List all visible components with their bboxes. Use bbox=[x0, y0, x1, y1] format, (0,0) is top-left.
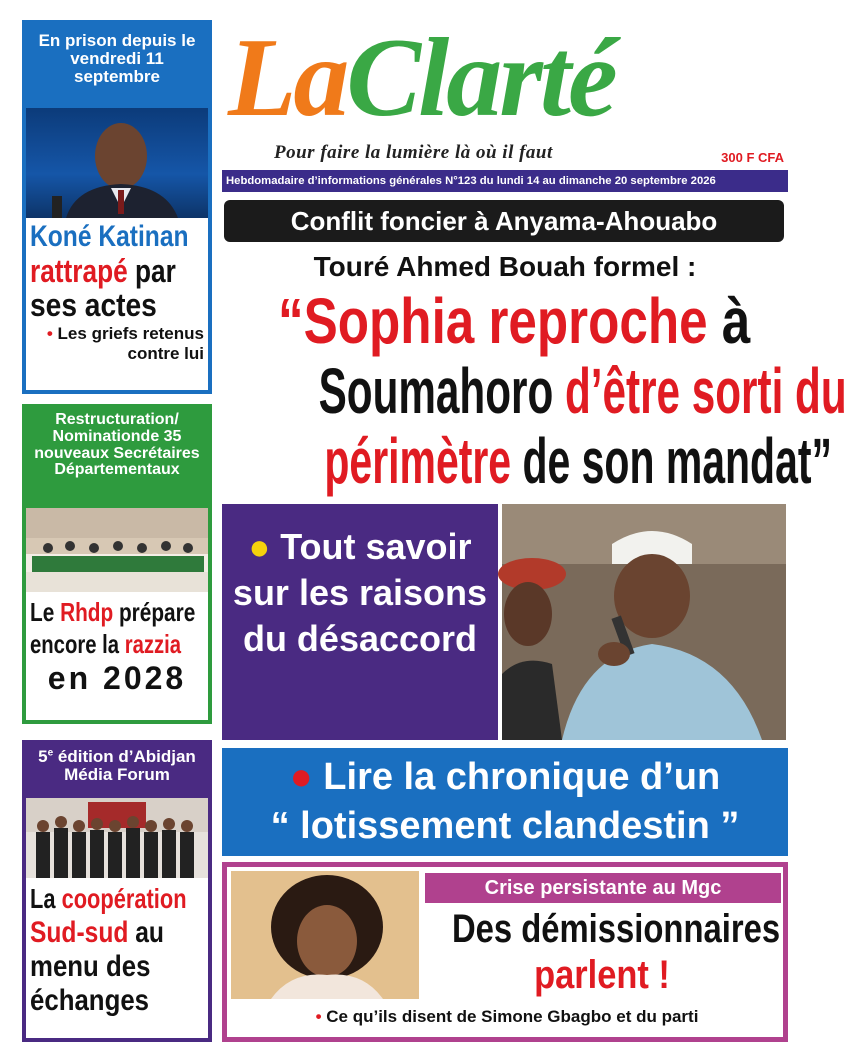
red-bullet-icon: ● bbox=[289, 756, 313, 798]
bullet-icon: • bbox=[46, 324, 53, 343]
rhdp-photo bbox=[26, 508, 208, 592]
katinan-sub bbox=[30, 324, 204, 364]
speaker-illustration bbox=[502, 504, 786, 740]
bullet-icon: • bbox=[315, 1007, 322, 1026]
katinan-headline-2b: par bbox=[127, 253, 176, 289]
rhdp-headline-3: en 2028 bbox=[47, 660, 187, 696]
logo-clarte: Clarté bbox=[346, 16, 615, 140]
mgc-box bbox=[222, 862, 788, 1042]
quote-block bbox=[220, 285, 847, 497]
forum-headline-1a: La bbox=[30, 883, 62, 914]
kicker bbox=[224, 200, 784, 242]
forum-header-sup: e bbox=[47, 747, 54, 759]
tagline: Pour faire la lumière là où il faut bbox=[274, 142, 553, 163]
forum-header-a: 5 bbox=[38, 747, 48, 766]
quote-3a: périmètre bbox=[324, 425, 512, 497]
forum-headline-1 bbox=[30, 882, 187, 916]
forum-headline-2b: au bbox=[128, 916, 164, 949]
rhdp-headline-2 bbox=[30, 628, 182, 660]
meeting-illustration bbox=[26, 508, 208, 592]
masthead bbox=[222, 14, 788, 194]
box-header bbox=[26, 408, 208, 508]
quote-line-3 bbox=[324, 425, 832, 497]
mgc-header bbox=[425, 873, 781, 903]
forum-headline-2a: Sud-sud bbox=[30, 916, 129, 949]
katinan-headline-2 bbox=[30, 253, 176, 289]
rhdp-headline-2a: encore la bbox=[30, 629, 125, 659]
rhdp-headline-1 bbox=[30, 596, 196, 628]
quote-3b: de son mandat” bbox=[511, 425, 832, 497]
katinan-photo bbox=[26, 108, 208, 218]
chronique-box bbox=[222, 748, 788, 856]
katinan-headline-3: ses actes bbox=[30, 287, 157, 323]
katinan-sub-text: Les griefs retenus contre lui bbox=[57, 324, 204, 363]
forum-headline-2 bbox=[30, 916, 173, 950]
katinan-header-text: En prison depuis le vendredi 11 septembre bbox=[38, 31, 196, 86]
teaser-box bbox=[222, 504, 498, 740]
story-box-forum bbox=[22, 740, 212, 1042]
rhdp-headline-1c: prépare bbox=[113, 597, 196, 627]
rhdp-headline-2b: razzia bbox=[124, 629, 182, 659]
quote-1b: à bbox=[707, 285, 751, 357]
rhdp-headline-1b: Rhdp bbox=[60, 597, 114, 627]
yellow-bullet-icon: ● bbox=[248, 526, 271, 567]
forum-headline-3: menu des bbox=[30, 950, 151, 983]
chronique-line-1 bbox=[222, 748, 788, 802]
chronique-text-1: Lire la chronique d’un bbox=[323, 756, 721, 798]
teaser-label: Tout savoir sur les raisons du désaccord bbox=[232, 526, 488, 659]
box-header bbox=[26, 24, 208, 108]
mgc-headline-1: Des démissionnaires bbox=[451, 907, 781, 951]
logo bbox=[228, 8, 615, 148]
mgc-sub bbox=[233, 1007, 781, 1027]
mgc-header-text: Crise persistante au Mgc bbox=[484, 877, 722, 899]
woman-portrait-illustration bbox=[231, 871, 419, 999]
quote-line-2 bbox=[318, 355, 847, 427]
group-photo-illustration bbox=[26, 798, 208, 878]
forum-headline-1b: coopération bbox=[61, 883, 187, 914]
chronique-text-2: “ lotissement clandestin ” bbox=[270, 805, 740, 847]
mgc-photo bbox=[231, 871, 419, 999]
story-box-rhdp bbox=[22, 404, 212, 724]
speaker-photo bbox=[502, 504, 786, 740]
logo-la: La bbox=[228, 16, 347, 140]
rhdp-header-text: Restructuration/ Nominationde 35 nouveaux Secrétaires Départementaux bbox=[34, 411, 200, 479]
lead: Touré Ahmed Bouah formel : bbox=[313, 251, 697, 282]
quote-1a: “Sophia reproche bbox=[278, 285, 708, 357]
portrait-illustration bbox=[26, 108, 208, 218]
box-header bbox=[26, 744, 208, 798]
mgc-headline-2: parlent ! bbox=[534, 953, 670, 997]
price: 300 F CFA bbox=[721, 150, 784, 165]
forum-photo bbox=[26, 798, 208, 878]
story-box-katinan bbox=[22, 20, 212, 394]
mgc-sub-text: Ce qu’ils disent de Simone Gbagbo et du parti bbox=[326, 1007, 699, 1026]
issue-line: Hebdomadaire d’informations générales N°123 du lundi 14 au dimanche 20 septembre 2026 bbox=[222, 170, 788, 192]
forum-header-b: édition d’Abidjan Média Forum bbox=[53, 747, 196, 784]
kicker-text: Conflit foncier à Anyama-Ahouabo bbox=[290, 206, 718, 236]
rhdp-headline-1a: Le bbox=[30, 597, 61, 627]
teaser-text bbox=[222, 524, 498, 662]
katinan-headline-1: Koné Katinan bbox=[30, 220, 189, 253]
quote-line-1 bbox=[278, 285, 751, 357]
quote-2a: Soumahoro bbox=[318, 355, 566, 427]
katinan-headline-2a: rattrapé bbox=[30, 253, 128, 289]
quote-2b: d’être sorti du bbox=[565, 355, 847, 427]
forum-headline-4: échanges bbox=[30, 984, 150, 1017]
